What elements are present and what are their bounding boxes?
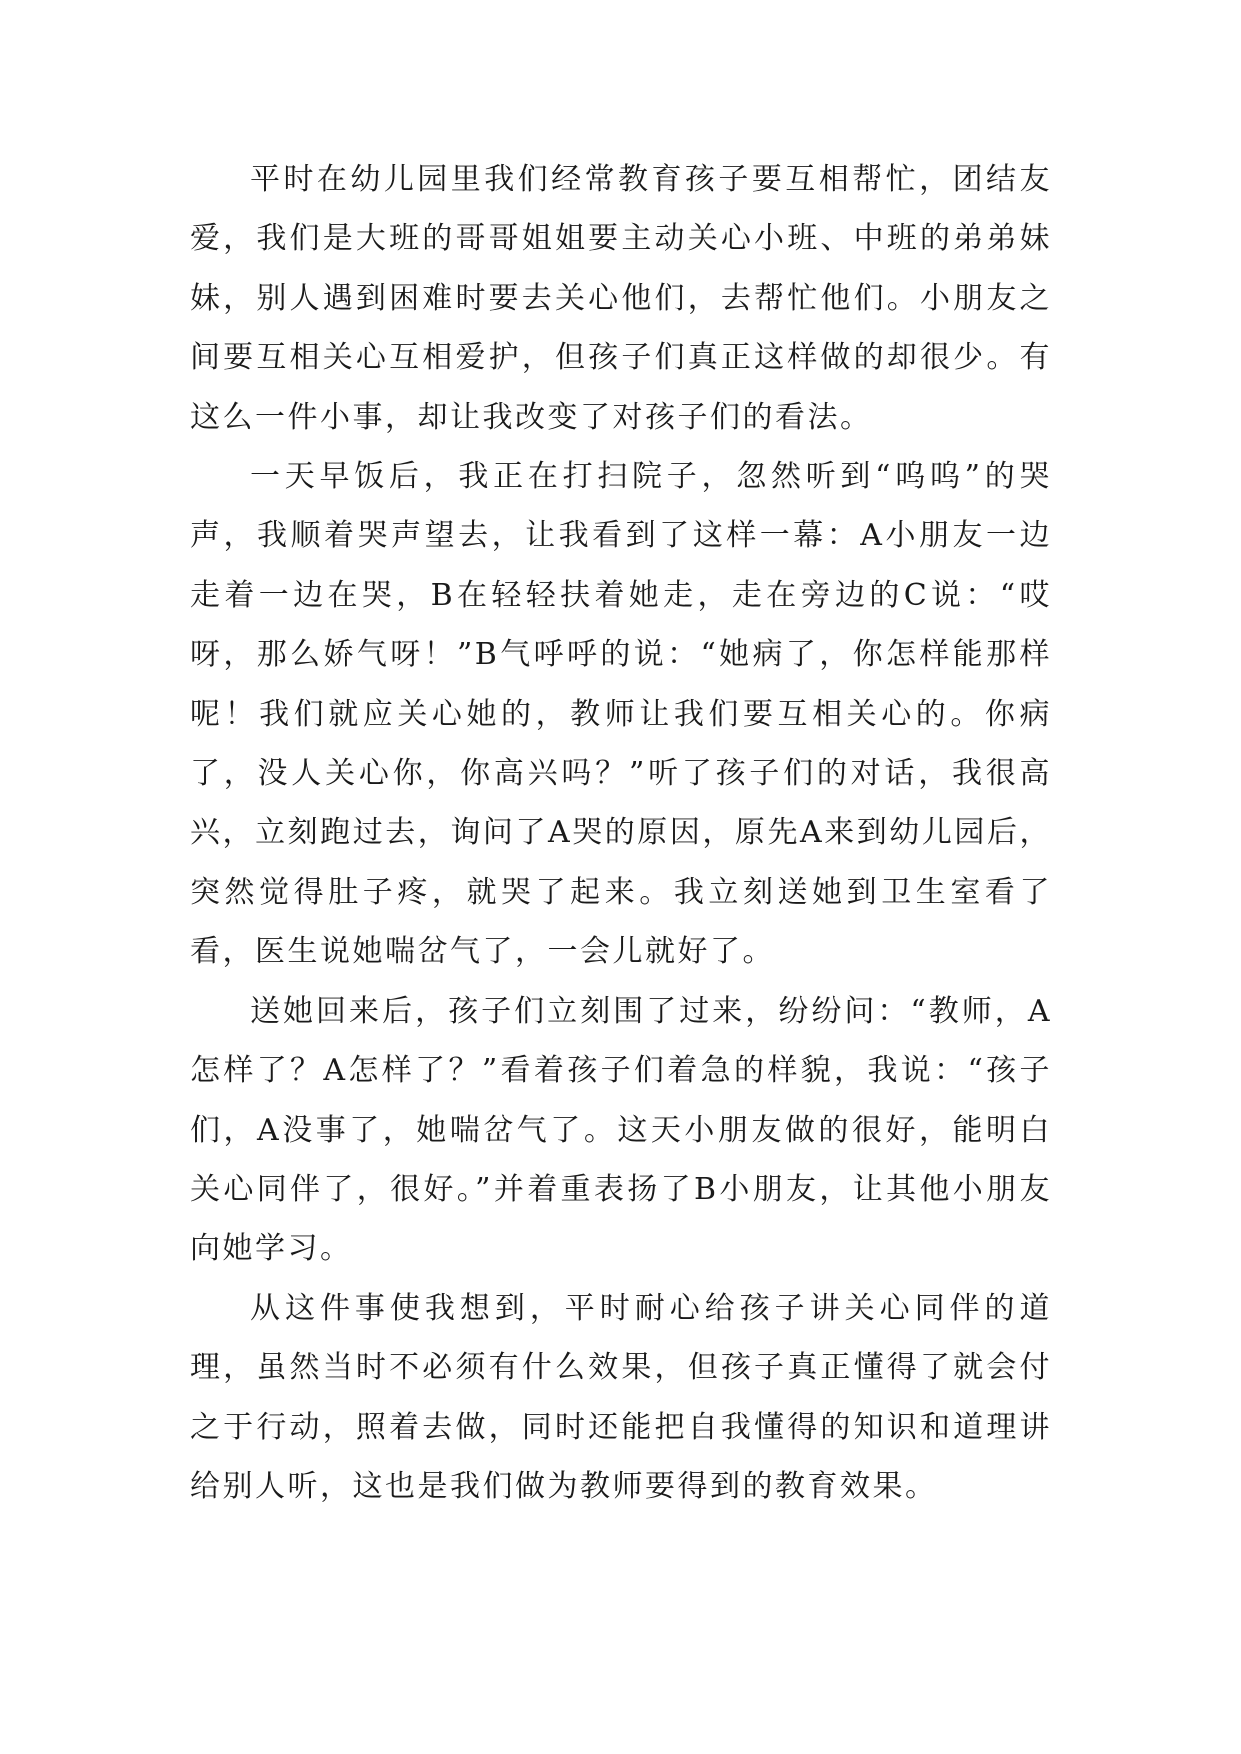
paragraph-1: 平时在幼儿园里我们经常教育孩子要互相帮忙，团结友爱，我们是大班的哥哥姐姐要主动关心小班、中班的弟弟妹妹，别人遇到困难时要去关心他们，去帮忙他们。小朋友之间要互相关心互相爱护，但孩子们真正这样做的却很少。有这么一件小事，却让我改变了对孩子们的看法。 xyxy=(190,162,1052,435)
document-page xyxy=(190,150,1052,1516)
paragraph-2: 一天早饭后，我正在打扫院子，忽然听到“呜呜”的哭声，我顺着哭声望去，让我看到了这样一幕：A小朋友一边走着一边在哭，B在轻轻扶着她走，走在旁边的C说：“哎呀，那么娇气呀！”B气呼呼的说：“她病了，你怎样能那样呢！我们就应关心她的，教师让我们要互相关心的。你病了，没人关心你，你高兴吗？”听了孩子们的对话，我很高兴，立刻跑过去，询问了A哭的原因，原先A来到幼儿园后，突然觉得肚子疼，就哭了起来。我立刻送她到卫生室看了看，医生说她喘岔气了，一会儿就好了。 xyxy=(190,459,1052,970)
paragraph-3: 送她回来后，孩子们立刻围了过来，纷纷问：“教师，A怎样了？A怎样了？”看着孩子们着急的样貌，我说：“孩子们，A没事了，她喘岔气了。这天小朋友做的很好，能明白关心同伴了，很好。”并着重表扬了B小朋友，让其他小朋友向她学习。 xyxy=(190,993,1052,1267)
paragraph-4: 从这件事使我想到，平时耐心给孩子讲关心同伴的道理，虽然当时不必须有什么效果，但孩子真正懂得了就会付之于行动，照着去做，同时还能把自我懂得的知识和道理讲给别人听，这也是我们做为教师要得到的教育效果。 xyxy=(190,1290,1052,1504)
